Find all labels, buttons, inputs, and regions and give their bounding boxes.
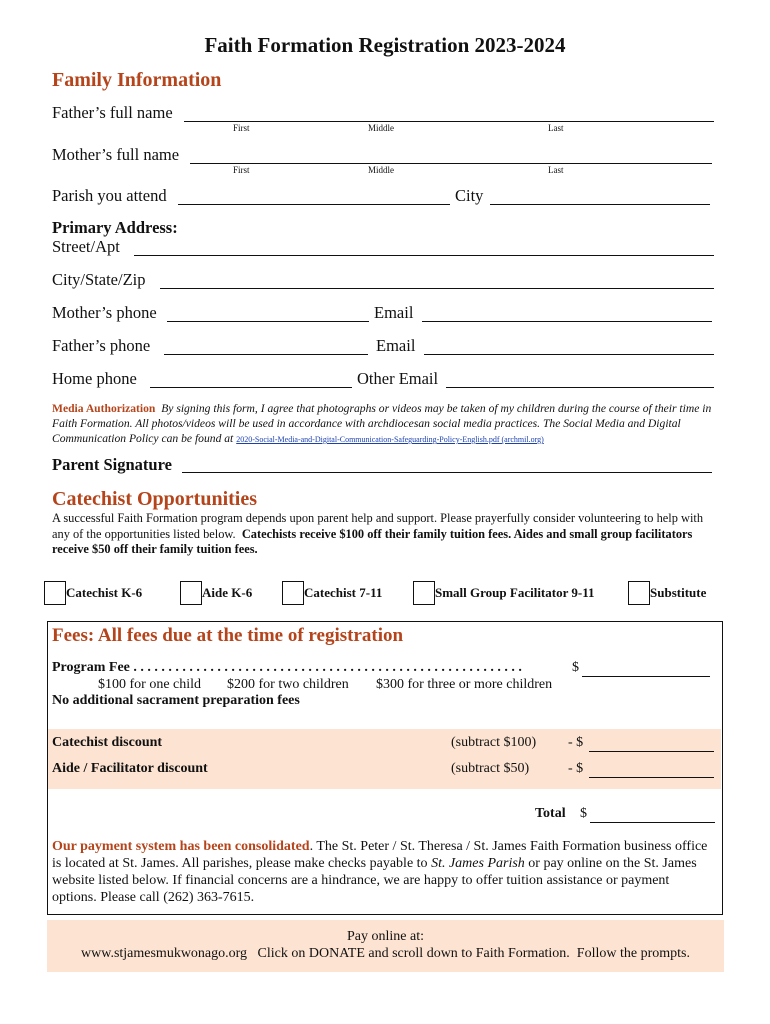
- catechist-description: [52, 511, 718, 558]
- total-label: Total: [535, 806, 566, 821]
- total-dollar: $: [580, 806, 587, 821]
- catechist-minus: - $: [568, 735, 584, 750]
- fee-three-children: $300 for three or more children: [376, 677, 553, 692]
- pay-online-line1: Pay online at:: [347, 929, 424, 944]
- home-phone-label: Home phone: [52, 369, 137, 388]
- catechist-discount-label: Catechist discount: [52, 735, 163, 750]
- primary-address-label: Primary Address:: [52, 218, 178, 237]
- pay-online-line2[interactable]: www.stjamesmukwonago.org Click on DONATE and scroll down to Faith Formation. Follow the prompts.: [81, 946, 690, 961]
- mother-first-sub: First: [233, 165, 250, 175]
- catechist-text: A successful Faith Formation program depends upon parent help and support. Please prayerfully consider volunteering to help with any of the opportunities listed below.: [52, 511, 704, 541]
- fee-two-children: $200 for two children: [227, 677, 349, 692]
- option-small-group[interactable]: [413, 581, 595, 605]
- option-substitute[interactable]: [628, 581, 706, 605]
- catechist-bold-text: Catechists receive $100 off their family tuition fees. Aides and small group facilitators receive $50 off their family tuition fees.: [52, 526, 693, 556]
- father-phone-field[interactable]: [164, 354, 368, 355]
- city-label: City: [455, 186, 484, 205]
- father-email-field[interactable]: [424, 354, 714, 355]
- parent-signature-label: Parent Signature: [52, 455, 172, 474]
- fees-heading: Fees: All fees due at the time of registration: [52, 625, 404, 646]
- option-label: Substitute: [650, 585, 707, 600]
- father-last-sub: Last: [548, 123, 564, 133]
- payment-label: Our payment system has been consolidated: [52, 839, 310, 854]
- policy-link[interactable]: 2020-Social-Media-and-Digital-Communication-Safeguarding-Policy-English.pdf (archmil.org): [236, 435, 544, 444]
- catechist-heading: Catechist Opportunities: [52, 488, 257, 510]
- family-info-heading: Family Information: [52, 69, 222, 91]
- father-email-label: Email: [376, 336, 416, 355]
- payment-italic: St. James Parish: [431, 856, 525, 871]
- home-phone-field[interactable]: [150, 387, 352, 388]
- father-phone-label: Father’s phone: [52, 336, 151, 355]
- option-catechist-7-11[interactable]: [282, 581, 382, 605]
- aide-minus: - $: [568, 761, 584, 776]
- checkbox[interactable]: [628, 581, 650, 605]
- payment-info: [52, 838, 716, 906]
- mother-email-field[interactable]: [422, 321, 712, 322]
- option-label: Catechist 7-11: [304, 585, 383, 600]
- signature-field[interactable]: [182, 472, 712, 473]
- father-middle-sub: Middle: [368, 123, 394, 133]
- payment-text-2: or pay online on the St. James website listed below. If financial concerns are a hindrance, we are happy to offer tuition assistance or payment options. Please call (262) 363-7615.: [52, 856, 697, 905]
- option-aide-k6[interactable]: [180, 581, 252, 605]
- checkbox[interactable]: [413, 581, 435, 605]
- mother-middle-sub: Middle: [368, 165, 394, 175]
- option-label: Small Group Facilitator 9-11: [435, 585, 595, 600]
- aide-discount-label: Aide / Facilitator discount: [52, 761, 208, 776]
- father-label: Father’s full name: [52, 103, 173, 122]
- program-fee-label: Program Fee . . . . . . . . . . . . . . . . . . . . . . . . . . . . . . . . . . . . . . . . . . . . . . . . . . . . . . . .: [52, 660, 522, 675]
- checkbox[interactable]: [180, 581, 202, 605]
- checkbox[interactable]: [282, 581, 304, 605]
- total-field[interactable]: [590, 822, 715, 823]
- media-auth-text: By signing this form, I agree that photographs or videos may be taken of my children during the course of their time in Faith Formation. All photos/videos will be used in accordance with archdiocesan social media practices. The Social Media and Digital Communication Policy can be found at: [52, 402, 712, 445]
- mother-last-sub: Last: [548, 165, 564, 175]
- media-auth-label: Media Authorization: [52, 402, 156, 415]
- mother-label: Mother’s full name: [52, 145, 180, 164]
- mother-email-label: Email: [374, 303, 414, 322]
- catechist-discount-field[interactable]: [589, 751, 714, 752]
- program-fee-dollar: $: [572, 660, 579, 675]
- street-field[interactable]: [134, 255, 714, 256]
- fee-one-child: $100 for one child: [98, 677, 202, 692]
- checkbox[interactable]: [44, 581, 66, 605]
- aide-discount-field[interactable]: [589, 777, 714, 778]
- citystatezip-field[interactable]: [160, 288, 714, 289]
- catechist-subtract: (subtract $100): [451, 735, 537, 750]
- aide-subtract: (subtract $50): [451, 761, 530, 776]
- citystatezip-label: City/State/Zip: [52, 270, 146, 289]
- street-label: Street/Apt: [52, 237, 120, 256]
- father-name-field[interactable]: [184, 121, 714, 122]
- parish-field[interactable]: [178, 204, 450, 205]
- other-email-label: Other Email: [357, 369, 439, 388]
- payment-text-1: . The St. Peter / St. Theresa / St. James Faith Formation business office is located at St. James. All parishes, please make checks payable to: [52, 839, 708, 871]
- option-catechist-k6[interactable]: [44, 581, 142, 605]
- no-additional-fees: No additional sacrament preparation fees: [52, 693, 300, 708]
- program-fee-field[interactable]: [582, 676, 710, 677]
- mother-name-field[interactable]: [190, 163, 712, 164]
- option-label: Catechist K-6: [66, 585, 143, 600]
- parish-label: Parish you attend: [52, 186, 167, 205]
- mother-phone-field[interactable]: [167, 321, 369, 322]
- city-field[interactable]: [490, 204, 710, 205]
- page-title: Faith Formation Registration 2023-2024: [204, 33, 566, 57]
- father-first-sub: First: [233, 123, 250, 133]
- option-label: Aide K-6: [202, 585, 253, 600]
- mother-phone-label: Mother’s phone: [52, 303, 157, 322]
- media-authorization: [52, 401, 720, 447]
- other-email-field[interactable]: [446, 387, 714, 388]
